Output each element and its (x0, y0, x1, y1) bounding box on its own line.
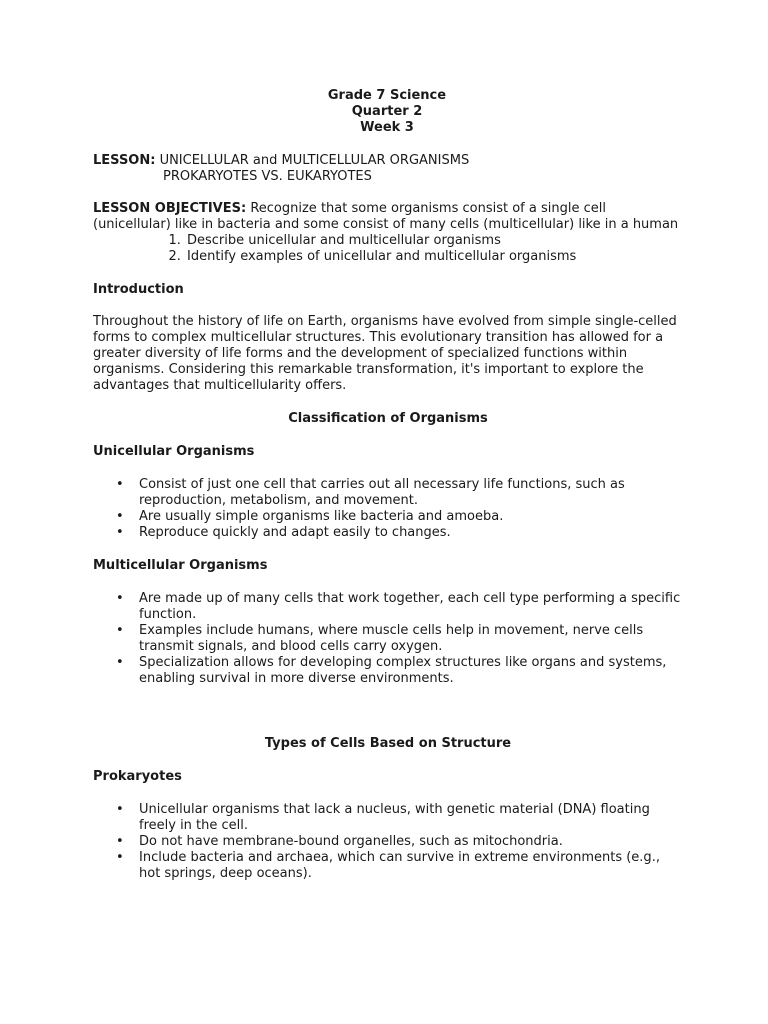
list-item (116, 834, 683, 850)
list-item (116, 623, 683, 655)
list-item (116, 525, 683, 541)
objectives-text (93, 201, 683, 233)
objectives-label: LESSON OBJECTIVES: (93, 201, 247, 216)
header-grade: Grade 7 Science (327, 88, 447, 103)
list-item (116, 802, 683, 834)
list-item-text: Do not have membrane-bound organelles, such as mitochondria. (139, 834, 563, 849)
lesson-line-1 (93, 153, 683, 169)
header-week: Week 3 (360, 120, 414, 135)
lesson-section (93, 153, 683, 185)
lesson-title: UNICELLULAR and MULTICELLULAR ORGANISMS (155, 153, 470, 168)
objectives-section (93, 201, 683, 265)
header-quarter: Quarter 2 (351, 104, 423, 119)
list-item (116, 591, 683, 623)
multicellular-heading: Multicellular Organisms (93, 558, 268, 573)
cell-types-heading: Types of Cells Based on Structure (264, 736, 512, 751)
multicellular-list (93, 591, 683, 687)
objective-item: 1. Describe unicellular and multicellular organisms (185, 233, 683, 249)
bullet-icon: • (116, 525, 124, 540)
list-item (116, 655, 683, 687)
prokaryotes-list (93, 802, 683, 882)
objectives-description: Recognize that some organisms consist of a single cell (unicellular) like in bacteria and some consist of many cells (multicellular) like in a human (93, 201, 679, 232)
list-item-text: Unicellular organisms that lack a nucleus, with genetic material (DNA) floating freely in the cell. (139, 802, 650, 833)
bullet-icon: • (116, 850, 124, 865)
list-item (116, 477, 683, 509)
list-item (116, 509, 683, 525)
unicellular-list (93, 477, 683, 541)
bullet-icon: • (116, 834, 124, 849)
bullet-icon: • (116, 509, 124, 524)
objective-item: 2. Identify examples of unicellular and multicellular organisms (185, 249, 683, 265)
bullet-icon: • (116, 802, 124, 817)
list-item-text: Reproduce quickly and adapt easily to changes. (139, 525, 451, 540)
document-header (91, 88, 683, 136)
bullet-icon: • (116, 477, 124, 492)
prokaryotes-heading: Prokaryotes (93, 769, 182, 784)
unicellular-heading: Unicellular Organisms (93, 444, 255, 459)
introduction-paragraph: Throughout the history of life on Earth, organisms have evolved from simple single-celled forms to complex multicellular structures. This evolutionary transition has allowed for a greater diversity of life forms and the development of specialized functions within organisms. Considering this remarkable transformation, it's important to explore the advantages that multicellularity offers. (93, 314, 677, 393)
introduction-heading: Introduction (93, 282, 184, 297)
objectives-list (93, 233, 683, 265)
bullet-icon: • (116, 655, 124, 670)
bullet-icon: • (116, 591, 124, 606)
bullet-icon: • (116, 623, 124, 638)
list-item (116, 850, 683, 882)
list-item-text: Include bacteria and archaea, which can survive in extreme environments (e.g., hot springs, deep oceans). (139, 850, 660, 881)
list-item-text: Are usually simple organisms like bacteria and amoeba. (139, 509, 504, 524)
lesson-label: LESSON: (93, 153, 156, 168)
list-item-text: Examples include humans, where muscle cells help in movement, nerve cells transmit signals, and blood cells carry oxygen. (139, 623, 644, 654)
list-item-text: Are made up of many cells that work together, each cell type performing a specific function. (139, 591, 681, 622)
classification-heading: Classification of Organisms (288, 411, 488, 426)
list-item-text: Consist of just one cell that carries out all necessary life functions, such as reproduction, metabolism, and movement. (139, 477, 625, 508)
lesson-subtitle: PROKARYOTES VS. EUKARYOTES (163, 169, 372, 184)
list-item-text: Specialization allows for developing complex structures like organs and systems, enabling survival in more diverse environments. (139, 655, 667, 686)
document-page (93, 88, 683, 882)
